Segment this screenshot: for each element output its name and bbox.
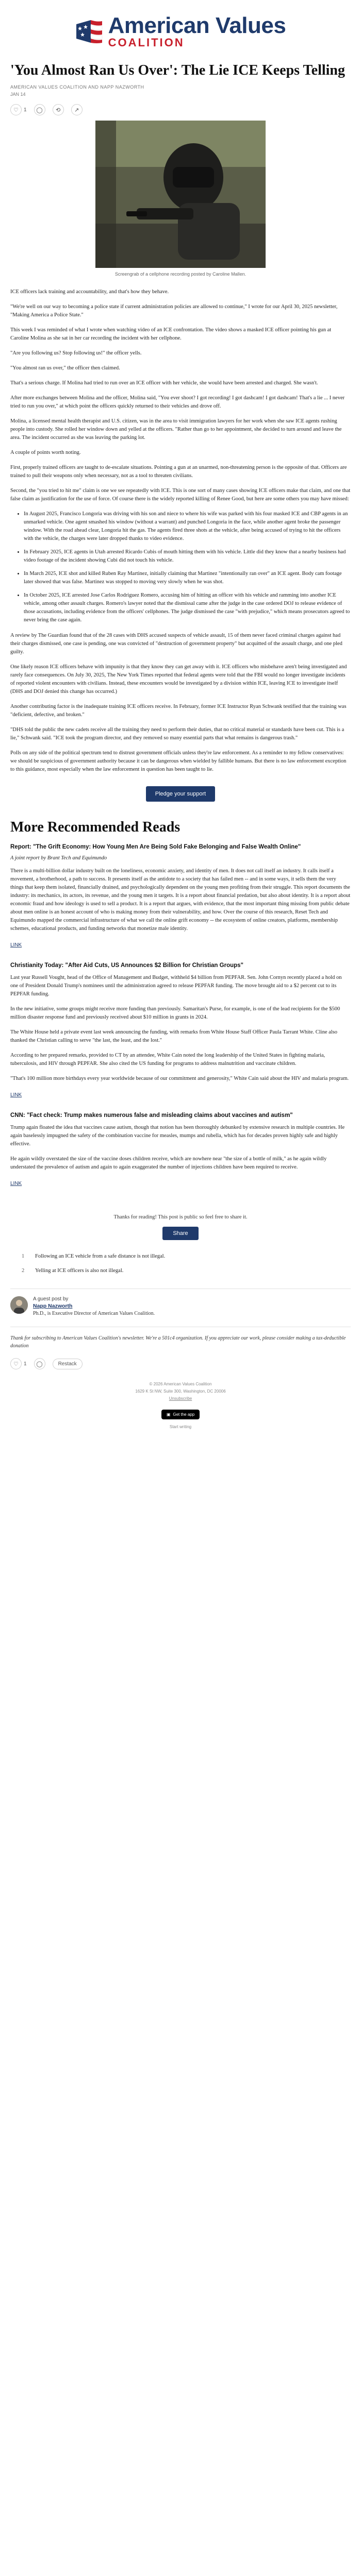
paragraph: Second, the "you tried to hit me" claim is one we see repeatedly with ICE. This is one sort of many cases showing ICE officers make that claim, and one that false claim as justification for the use of force. Of course there is the widely reported killing of Renee Good, but here are some others you may have missed: (10, 488, 351, 502)
masthead (0, 0, 361, 56)
paragraph: There is a multi-billion dollar industry built on the loneliness, economic anxiety, and identity of men. It does not call itself an industry. It calls itself a movement, a brotherhood, a path to success. It presents itself as the antidote to a society that has failed men -- and in some ways, it sells them the very things that keep them isolated, financially drained, and psychologically dependent on the young men profiting from their struggle. This report documents the industry: its mechanics, its actors, its revenue, and the young men it targets. It is a report about financial predation, but also about identity. It is a report about economic fraud and how ideology is used to sell a product. It is a report that argues, with evidence, that the most important thing missing from public debate about men online is an honest account of who is making money from their vulnerability, and how. Over the course of this research, Reset Tech and Equimundo mapped the commercial infrastructure of what we call the online grift economy -- the ecosystem of online creators, platforms, membership schemes, educational products, and funding networks that monetize male identity. (10, 868, 351, 931)
address: 1629 K St NW, Suite 300, Washington, DC 20006 (135, 1389, 226, 1394)
hero-image[interactable] (95, 121, 266, 268)
paragraph: The White House held a private event last week announcing the funding, with remarks from White House Staff Officer Paula Tarrant White. Cline also thanked the Christian calling to serve "the last, the least, and the lost." (10, 1029, 338, 1043)
footnote-text: Following an ICE vehicle from a safe distance is not illegal. (35, 1253, 166, 1259)
paragraph: He again wildly overstated the size of the vaccine doses children receive, which are nowhere near "the size of a bottle of milk," as he again wildly understated the prevalence of autism and again to again exaggerated the number of injections children have been required to receive. (10, 1156, 327, 1170)
footnotes (10, 1252, 351, 1275)
like-button[interactable] (10, 104, 22, 115)
comment-button[interactable] (34, 1358, 45, 1369)
recommended-link[interactable]: LINK (10, 942, 22, 948)
paragraph: "We're well on our way to becoming a police state if current administration policies are allowed to continue," I wrote for our April 30, 2025 newsletter, "Making America a Police State." (10, 304, 338, 318)
share-prompt: Thanks for reading! This post is public so feel free to share it. (113, 1214, 248, 1220)
recommended-meta: A joint report by Brant Tech and Equimundo (10, 855, 107, 861)
share-icon: ↗ (74, 106, 79, 113)
brand-subtitle: COALITION (108, 36, 185, 49)
recommended-link[interactable]: LINK (10, 1092, 22, 1098)
paragraph: A review by The Guardian found that of the 28 cases with DHS accused suspects of vehicle assault, 15 of them never faced criminal charges against had their charges dismissed, one case is pending, one was convicted of "destruction of government property" but acquitted of the assault charge, and one pled guilty. (10, 633, 342, 655)
recommended-link[interactable]: LINK (10, 1181, 22, 1187)
recommended-item (10, 1111, 351, 1200)
footer-actions (10, 1358, 351, 1369)
get-app-button[interactable] (161, 1410, 200, 1419)
like-count: 1 (24, 1361, 27, 1367)
like-count: 1 (24, 107, 27, 113)
paragraph: Last year Russell Vought, head of the Office of Management and Budget, withheld $4 billion from PEPFAR. Sen. John Cornyn recently placed a hold on one of President Donald Trump's nominees until the administration agreed to release PEPFAR funding. The move brought aid to a $2 percent cut to its PEPFAR funding. (10, 975, 342, 997)
recommended-item (10, 961, 351, 1111)
paragraph: That's a serious charge. If Molina had tried to run over an ICE officer with her vehicle, she would have been arrested and charged. She wasn't. (10, 380, 318, 386)
footnote-number[interactable]: 2 (22, 1268, 25, 1274)
footnote-text: Yelling at ICE officers is also not illegal. (35, 1268, 124, 1274)
article (0, 56, 361, 1429)
author-name[interactable]: Napp Nazworth (33, 1303, 73, 1309)
author-card (10, 1296, 351, 1317)
brand-logo[interactable] (75, 14, 286, 48)
paragraph: Molina, a licensed mental health therapist and U.S. citizen, was in the area to visit immigration lawyers for her work when she saw ICE agents rushing people into custody. She rolled her window down and yelled at the officers. "Rather than go to her appointment, she decided to turn around and leave the area. The incident occurred as she was leaving the parking lot. (10, 418, 342, 440)
restack-icon: ⟲ (55, 106, 61, 113)
list-item: • In October 2025, ICE arrested Jose Carlos Rodriguez Romero, accusing him of hitting an officer with his vehicle and ramming into another ICE vehicle, among other assault charges. Romero's lawyer noted that the dismissal came after the judge in the case ordered DOJ to release evidence of those accusations, including evidence from the officers' cellphones. The judge dismissed the case "with prejudice," which means prosecutors agreed to never bring the case again. (24, 591, 351, 624)
article-body (10, 288, 351, 774)
like-button[interactable] (10, 1358, 22, 1369)
paragraph: "You almost ran us over," the officer then claimed. (10, 365, 120, 371)
heart-icon: ♡ (13, 1360, 19, 1367)
footnote (22, 1252, 351, 1261)
footnote-number[interactable]: 1 (22, 1253, 25, 1259)
article-title[interactable]: 'You Almost Ran Us Over': The Lie ICE Keeps Telling (10, 62, 346, 78)
comment-icon: ◯ (36, 1360, 43, 1367)
pledge-button[interactable]: Pledge your support (146, 786, 215, 802)
list-item: • In August 2025, Francisco Longoria was driving with his son and niece to where his wife was parked with his four masked ICE and CBP agents in an unmarked vehicle. One agent smashed his window (without a warrant) and punched Longoria in the face, while another agent broke the passenger window. With the road ahead clear, Longoria hit the gas. The agents fired three shots at the vehicle, after being accused of trying to hit the officers with the vehicle, the charges were later dropped thanks to video evidence. (24, 510, 351, 543)
paragraph: Polls on any side of the political spectrum tend to distrust government officials unless they're law enforcement. As a reminder to my fellow conservatives: we should be suspicious of government authority because it can be dangerous when wielded by fallible humans. But there is no law enforcement exception to this guidance, most especially when the law enforcement in question has been taught to lie. (10, 750, 347, 772)
phone-icon: ▣ (166, 1412, 171, 1417)
article-date: JAN 14 (10, 92, 26, 97)
heart-icon: ♡ (13, 106, 19, 113)
recommended-title: Christianity Today: "After Aid Cuts, US Announces $2 Billion for Christian Groups" (10, 962, 243, 969)
paragraph: First, properly trained officers are taught to de-escalate situations. Pointing a gun at an unarmed, non-threatening person is the opposite of that. Officers are trained to pull their weapons only when necessary, not as a tool to threaten civilians. (10, 465, 347, 479)
hero-caption: Screengrab of a cellphone recording posted by Caroline Mallen. (114, 272, 247, 277)
author-kicker: A guest post by (33, 1296, 69, 1302)
restack-button[interactable] (53, 104, 64, 115)
paragraph: "DHS told the public the new cadets receive all the training they need to perform their duties, that no critical material or standards have been cut. This is a lie," Schwank said. "ICE took the program director, and they removed so many essential parts that what remains is dangerous trash." (10, 727, 344, 741)
recommended-heading: More Recommended Reads (10, 819, 180, 835)
article-actions (10, 104, 351, 115)
copyright: © 2026 American Values Coalition (149, 1382, 212, 1386)
person-icon (10, 1296, 28, 1314)
comment-button[interactable] (34, 104, 45, 115)
hero-photo (95, 121, 266, 268)
paragraph: After more exchanges between Molina and the officer, Molina said, "You ever shoot? I got recording! I got dashcam! I got dashcam! That's a lie ... I never tried to run you over," at which point the officers quickly returned to their vehicles and drove off. (10, 395, 345, 409)
app-badges (10, 1410, 351, 1419)
start-writing-link[interactable]: Start writing (169, 1425, 192, 1429)
paragraph: In the new initiative, some groups might receive more funding than previously. Samaritan's Purse, for example, is one of the lead recipients for the $500 million disaster response fund and previously received about $10 million in grants in 2024. (10, 1006, 340, 1020)
paragraph: One likely reason ICE officers behave with impunity is that they know they can get away with it. ICE officers who misbehave aren't being investigated and rarely face consequences. On July 30, 2025, The New York Times reported that federal agents were told that the FBI would no longer investigate incidents of reported violent encounters with civilians. Instead, these encounters would be investigated by a division within ICE, leaving ICE to investigate itself (DHS and DOJ denied this change has occurred.) (10, 664, 347, 694)
paragraph: "Are you following us? Stop following us!" the officer yells. (10, 350, 142, 356)
restack-button[interactable]: Restack (53, 1359, 83, 1369)
paragraph: "That's 100 million more birthdays every year worldwide because of our commitment and generosity," White Cain said about the HIV and malaria program. (10, 1076, 349, 1081)
share-button[interactable]: Share (162, 1227, 198, 1240)
footnote (22, 1267, 351, 1275)
unsubscribe-link[interactable]: Unsubscribe (169, 1396, 192, 1401)
paragraph: A couple of points worth noting. (10, 450, 81, 455)
share-section (10, 1227, 351, 1240)
author-bio: Ph.D., is Executive Director of American Values Coalition. (33, 1311, 155, 1316)
list-item: • In March 2025, ICE shot and killed Ruben Ray Martinez, initially claiming that Martinez "intentionally ran over" an ICE agent. Body cam footage later showed that was false. Martinez was stopped to moving very slowly when he was shot. (24, 570, 351, 586)
paragraph: This week I was reminded of what I wrote when watching video of an ICE confrontation. The video shows a masked ICE officer pointing his gun at Caroline Molina as she sat in her car recording the incident with her cellphone. (10, 327, 332, 341)
recommended-item (10, 843, 351, 961)
paragraph: Another contributing factor is the inadequate training ICE officers receive. In February, former ICE Instructor Ryan Schwank testified that the training was "deficient, defective, and broken." (10, 704, 347, 718)
brand-title: American Values (108, 13, 286, 38)
flag-icon (75, 19, 103, 44)
incident-list (10, 510, 351, 624)
paragraph: Trump again floated the idea that vaccines cause autism, though that notion has been thoroughly debunked by extensive research in multiple countries. He again baselessly impugned the safety of the combination vaccine for measles, mumps and rubella, which has for decades proven highly safe and highly effective. (10, 1125, 345, 1147)
legal-footer (10, 1381, 351, 1402)
recommended-title: Report: "The Grift Economy: How Young Men Are Being Sold Fake Belonging and False Wealth Online" (10, 844, 301, 850)
article-byline[interactable]: AMERICAN VALUES COALITION AND NAPP NAZWORTH (10, 84, 144, 90)
paragraph: ICE officers lack training and accountability, and that's how they behave. (10, 289, 169, 295)
share-icon-button[interactable] (71, 104, 83, 115)
paragraph: According to her prepared remarks, provided to CT by an attendee, White Cain noted the long leadership of the United States in fighting malaria, tuberculosis, and HIV through PEPFAR. She also cited the US funding for programs to address malnutrition and vaccinate children. (10, 1053, 325, 1066)
get-app-label: Get the app (173, 1412, 195, 1417)
pledge-section (10, 786, 351, 802)
comment-icon: ◯ (36, 106, 43, 113)
subscribe-note: Thank for subscribing to American Values Coalition's newsletter. We're a 501c4 organization. If you appreciate our work, please consider making a tax-deductible donation (10, 1335, 346, 1349)
list-item: • In February 2025, ICE agents in Utah arrested Ricardo Cubis of mouth hitting them with his vehicle. Little did they know that a nearby business had video footage of the incident showing Cubi did not touch his vehicle. (24, 548, 351, 565)
recommended-title: CNN: "Fact check: Trump makes numerous false and misleading claims about vaccines and autism" (10, 1112, 293, 1118)
avatar[interactable] (10, 1296, 28, 1314)
